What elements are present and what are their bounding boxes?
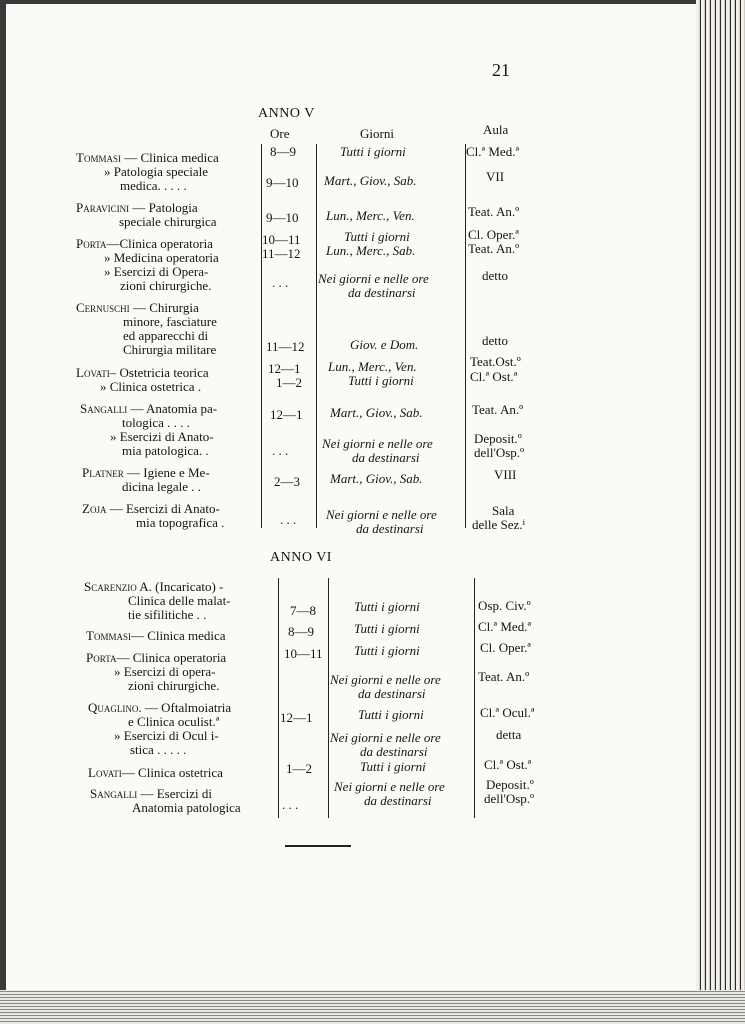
column-rule [316,144,317,528]
course-entry-cont: tie sifilitiche . . [128,607,207,622]
course-entry: Sangalli — Esercizi di [90,786,212,801]
days: Nei giorni e nelle ore [330,672,441,687]
column-rule [474,578,475,818]
days: Tutti i giorni [354,599,420,614]
days-cont: da destinarsi [356,521,424,536]
course-entry: Platner — Igiene e Me- [82,465,210,480]
course-entry-cont: mia topografica . [136,515,225,530]
page-edges [696,0,745,1024]
section-heading-anno-vi: ANNO VI [270,550,332,565]
days-cont: da destinarsi [358,686,426,701]
course-entry-cont: Anatomia patologica [132,800,241,815]
hours: 12—1 [268,361,301,376]
days: Mart., Giov., Sab. [330,405,423,420]
room: Teat. An.º [472,402,524,417]
days-cont: da destinarsi [352,450,420,465]
column-header-giorni: Giorni [360,126,394,141]
room: VII [486,169,505,184]
course-entry: Porta— Clinica operatoria [86,650,227,665]
course-entry: Lovati— Clinica ostetrica [88,765,223,780]
column-rule [261,144,262,528]
days: Nei giorni e nelle ore [330,730,441,745]
days: Nei giorni e nelle ore [318,271,429,286]
days: Tutti i giorni [354,643,420,658]
course-entry: Scarenzio A. (Incaricato) - [84,579,224,594]
days-cont: da destinarsi [348,285,416,300]
column-header-ore: Ore [270,126,290,141]
days: Tutti i giorni [340,144,406,159]
column-header-aula: Aula [483,122,509,137]
days: Tutti i giorni [358,707,424,722]
days: Tutti i giorni [344,229,410,244]
room: VIII [494,467,517,482]
course-entry: » Esercizi di Opera- [104,264,209,279]
days: Tutti i giorni [348,373,414,388]
room: Osp. Civ.º [478,598,531,613]
room: detta [496,727,522,742]
course-entry-cont: zioni chirurgiche. [120,278,212,293]
course-entry: Cernuschi — Chirurgia [76,300,199,315]
course-entry-cont: tologica . . . . [122,415,190,430]
closing-rule [285,845,351,847]
hours: . . . [272,443,289,458]
course-entry-cont: Clinica delle malat- [128,593,231,608]
room: Deposit.º [474,431,522,446]
room: Teat.Ost.º [470,354,521,369]
hours: 8—9 [288,624,314,639]
days-cont: da destinarsi [364,793,432,808]
room-cont: dell'Osp.º [474,445,525,460]
hours: 2—3 [274,474,300,489]
course-entry: Zoja — Esercizi di Anato- [82,501,220,516]
room: detto [482,268,508,283]
course-entry: » Esercizi di Ocul i- [114,728,219,743]
hours: 9—10 [266,210,299,225]
hours: 7—8 [290,603,316,618]
hours: 10—11 [262,232,301,247]
room: Cl.ª Med.ª [478,619,532,634]
hours: 12—1 [270,407,303,422]
course-entry: Quaglino. — Oftalmoiatria [88,700,232,715]
course-entry: » Esercizi di opera- [114,664,216,679]
days-cont: da destinarsi [360,744,428,759]
room: Teat. An.º [468,241,520,256]
days: Lun., Merc., Ven. [326,208,415,223]
column-rule [278,578,279,818]
hours: . . . [282,797,299,812]
days: Mart., Giov., Sab. [330,471,423,486]
course-entry-cont: zioni chirurgiche. [128,678,220,693]
page-number: 21 [492,60,510,80]
course-entry: Tommasi— Clinica medica [86,628,226,643]
course-entry-cont: medica. . . . . [120,178,187,193]
hours: 8—9 [270,144,296,159]
room: Cl.ª Ocul.ª [480,705,535,720]
course-entry: Lovati– Ostetricia teorica [76,365,209,380]
hours: 9—10 [266,175,299,190]
days: Nei giorni e nelle ore [334,779,445,794]
course-entry-cont: e Clinica oculist.ª [128,714,220,729]
course-entry: » Patologia speciale [104,164,208,179]
hours: 11—12 [262,246,301,261]
section-heading-anno-v: ANNO V [258,106,315,121]
hours: 1—2 [276,375,302,390]
room: Sala [492,503,515,518]
room: Cl.ª Ost.ª [484,757,532,772]
room: detto [482,333,508,348]
hours: 1—2 [286,761,312,776]
room: Cl.ª Ost.ª [470,369,518,384]
course-entry-cont: mia patologica. . [122,443,209,458]
hours: . . . [280,512,297,527]
course-entry-cont: stica . . . . . [130,742,187,757]
course-entry-cont: ed apparecchi di [123,328,209,343]
column-rule [465,144,466,528]
room-cont: dell'Osp.º [484,791,535,806]
room: Deposit.º [486,777,534,792]
hours: . . . [272,275,289,290]
bottom-page-edges [0,990,745,1024]
room: Teat. An.º [478,669,530,684]
course-entry: » Clinica ostetrica . [100,379,202,394]
hours: 11—12 [266,339,305,354]
course-entry-cont: dicina legale . . [122,479,202,494]
course-entry: Tommasi — Clinica medica [76,150,219,165]
column-rule [328,578,329,818]
course-entry-cont: speciale chirurgica [119,214,217,229]
days: Lun., Merc., Sab. [326,243,416,258]
course-entry-cont: Chirurgia militare [123,342,217,357]
room: Cl. Oper.ª [480,640,531,655]
course-entry: » Esercizi di Anato- [110,429,214,444]
days: Nei giorni e nelle ore [322,436,433,451]
days: Nei giorni e nelle ore [326,507,437,522]
days: Mart., Giov., Sab. [324,173,417,188]
days: Tutti i giorni [354,621,420,636]
course-entry: » Medicina operatoria [104,250,219,265]
room: Teat. An.º [468,204,520,219]
days: Tutti i giorni [360,759,426,774]
course-entry: Sangalli — Anatomia pa- [80,401,218,416]
room: Cl. Oper.ª [468,227,519,242]
room-cont: delle Sez.ⁱ [472,517,526,532]
room: Cl.ª Med.ª [466,144,520,159]
course-entry: Porta—Clinica operatoria [76,236,213,251]
hours: 12—1 [280,710,313,725]
days: Lun., Merc., Ven. [328,359,417,374]
course-entry-cont: minore, fasciature [123,314,217,329]
days: Giov. e Dom. [350,337,419,352]
hours: 10—11 [284,646,323,661]
course-entry: Paravicini — Patologia [76,200,198,215]
